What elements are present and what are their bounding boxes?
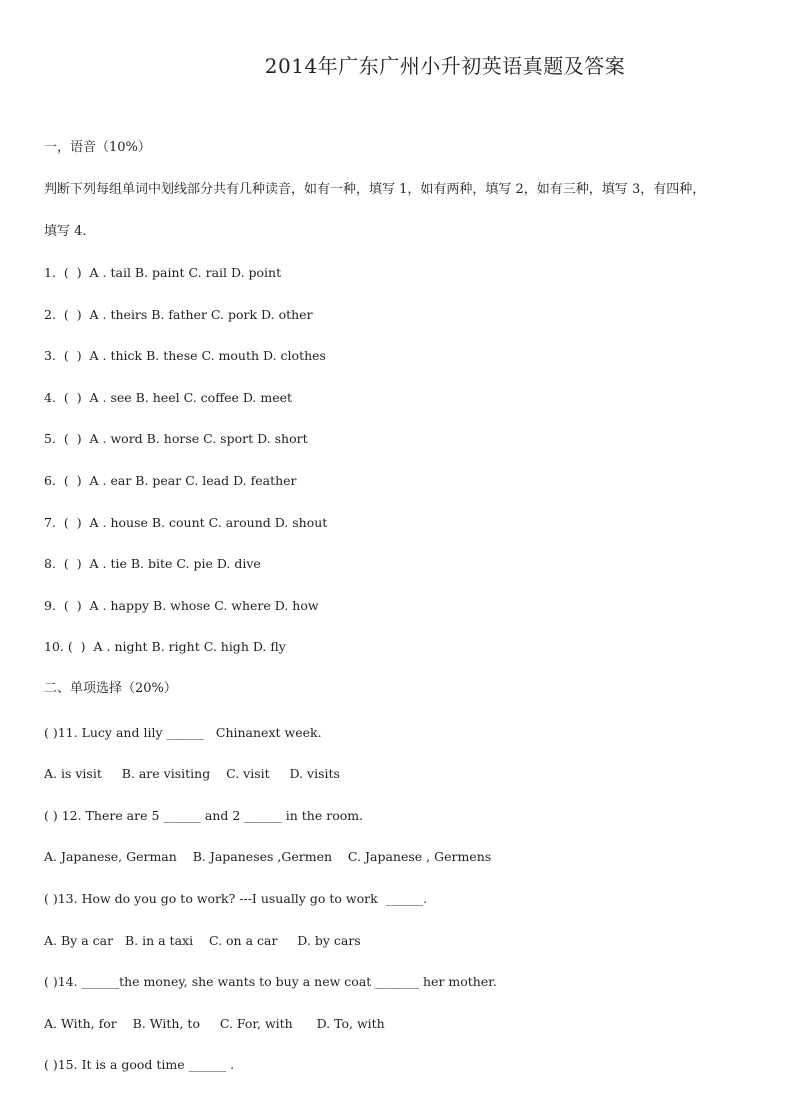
question-item: 6. ( ) A . ear B. pear C. lead D. feather: [44, 473, 297, 488]
question-item: 2. ( ) A . theirs B. father C. pork D. other: [44, 307, 313, 322]
page-title: 2014年广东广州小升初英语真题及答案: [264, 54, 626, 78]
question-item: 3. ( ) A . thick B. these C. mouth D. clothes: [44, 348, 326, 363]
question-item: 10. ( ) A . night B. right C. high D. fly: [44, 639, 286, 654]
question-item: 7. ( ) A . house B. count C. around D. shout: [44, 515, 328, 530]
question-item: 5. ( ) A . word B. horse C. sport D. short: [44, 431, 308, 446]
instruction-line: 填写 4.: [44, 224, 87, 239]
question-line: ( ) 12. There are 5 ______ and 2 ______ in the room.: [44, 808, 364, 823]
question-item: 1. ( ) A . tail B. paint C. rail D. point: [44, 265, 282, 280]
options-line: A. By a car B. in a taxi C. on a car D. by cars: [44, 933, 361, 948]
question-item: 9. ( ) A . happy B. whose C. where D. how: [44, 598, 319, 613]
options-line: A. is visit B. are visiting C. visit D. visits: [44, 766, 340, 781]
options-line: A. With, for B. With, to C. For, with D. To, with: [44, 1016, 385, 1031]
question-line: ( )11. Lucy and lily ______ Chinanext week.: [44, 725, 322, 740]
options-line: A. Japanese, German B. Japaneses ,Germen C. Japanese , Germens: [44, 849, 492, 864]
section-heading-phonetics: 一，语音（10%）: [44, 140, 151, 155]
section-heading-multiple-choice: 二、单项选择（20%）: [44, 681, 177, 696]
question-line: ( )14. ______the money, she wants to buy a new coat _______ her mother.: [44, 974, 497, 989]
instruction-line: 判断下列每组单词中划线部分共有几种读音，如有一种，填写 1，如有两种，填写 2，如有三种，填写 3，有四种，: [44, 182, 706, 197]
question-item: 4. ( ) A . see B. heel C. coffee D. meet: [44, 390, 293, 405]
question-line: ( )13. How do you go to work? ---I usually go to work ______.: [44, 891, 428, 906]
question-line: ( )15. It is a good time ______ .: [44, 1057, 235, 1072]
question-item: 8. ( ) A . tie B. bite C. pie D. dive: [44, 556, 261, 571]
